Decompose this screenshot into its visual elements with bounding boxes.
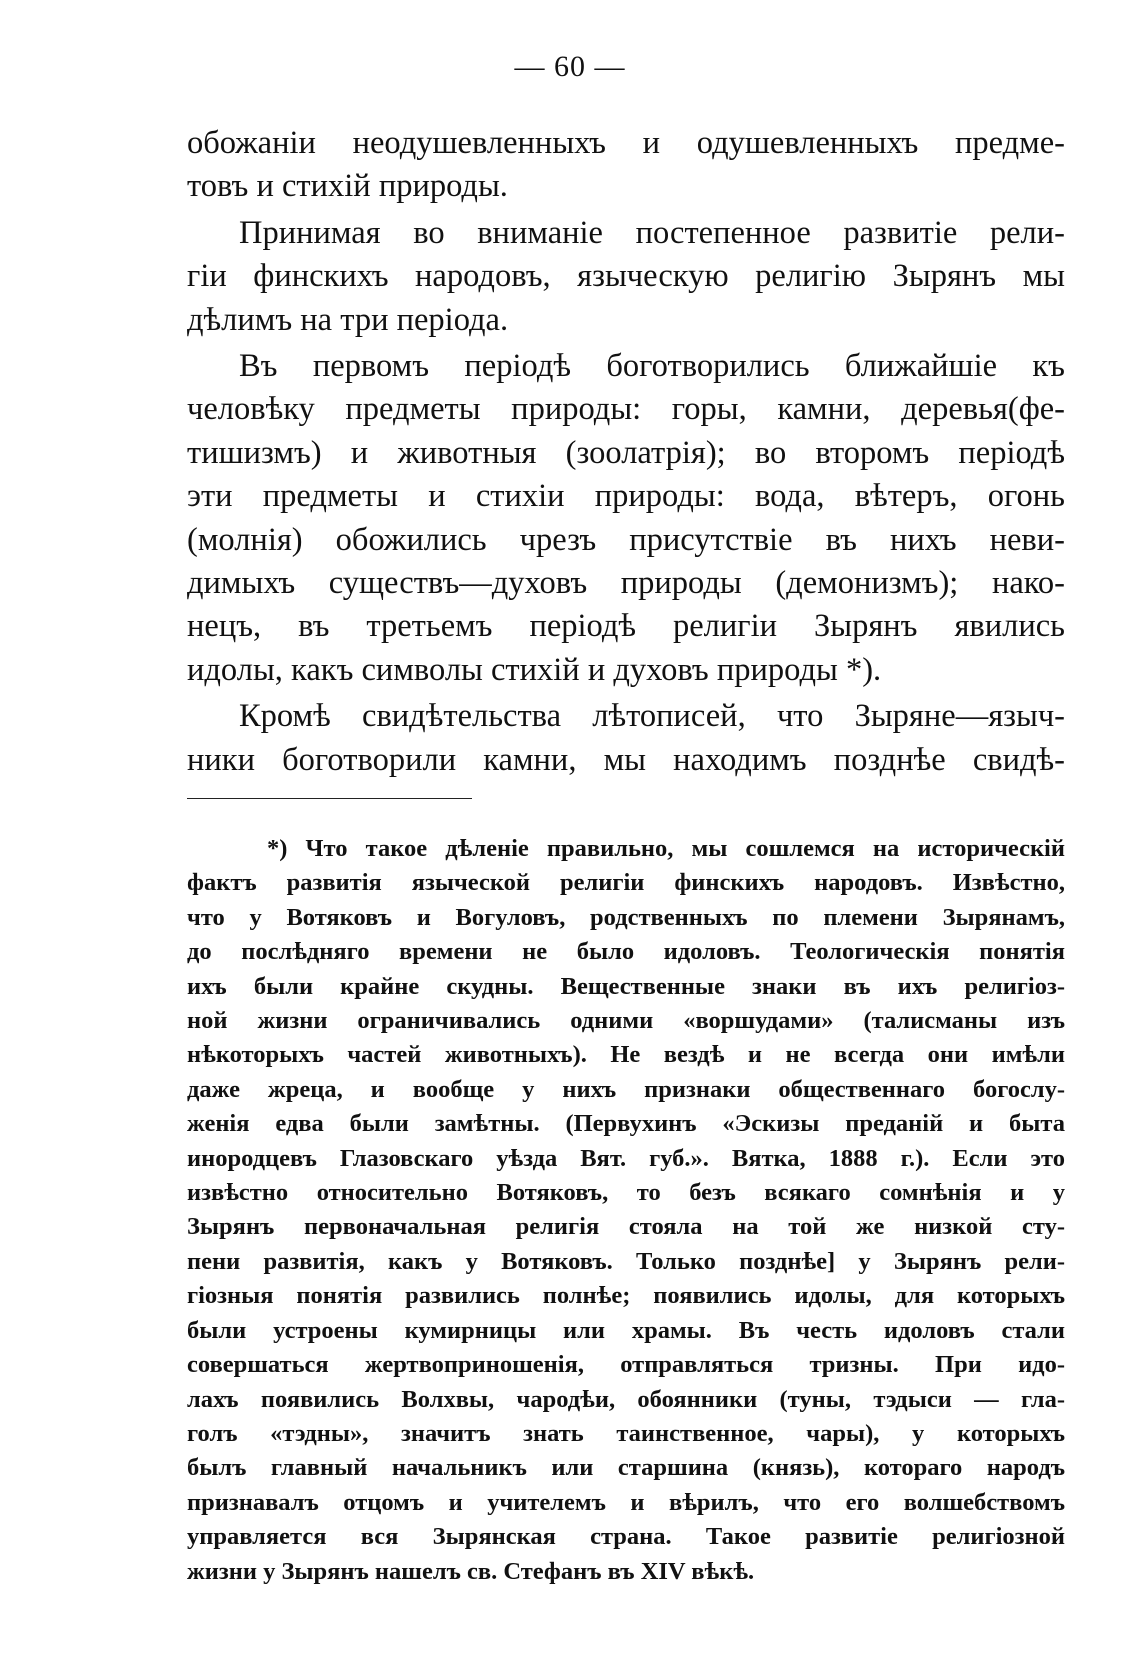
text-line: Принимая во вниманіе постепенное развитіе рели- [239,214,1065,251]
text-line: идолы, какъ символы стихій и духовъ природы *). [187,651,882,688]
text-line: товъ и стихій природы. [187,168,508,205]
footnote-line: жизни у Зырянъ нашелъ св. Стефанъ въ XIV вѣкѣ. [187,1557,755,1585]
footnote-line: признавалъ отцомъ и учителемъ и вѣрилъ, что его волшебствомъ [187,1488,1065,1516]
footnote-line: голъ «тэдны», значитъ знать таинственное, чары), у которыхъ [187,1419,1065,1447]
text-line: Кромѣ свидѣтельства лѣтописей, что Зыряне—языч- [239,698,1065,735]
footnote-divider [187,798,472,799]
footnote-line: были устроены кумирницы или храмы. Въ честь идоловъ стали [187,1316,1065,1344]
text-line: Въ первомъ періодѣ боготворились ближайшіе къ [239,348,1065,385]
text-line: димыхъ существъ—духовъ природы (демонизмъ); нако- [187,565,1065,602]
footnote-line: нѣкоторыхъ частей животныхъ). Не вездѣ и не всегда они имѣли [187,1041,1065,1069]
text-line: (молнія) обожились чрезъ присутствіе въ нихъ неви- [187,521,1065,558]
footnote-line: что у Вотяковъ и Вогуловъ, родственныхъ по племени Зырянамъ, [187,903,1065,931]
footnote-line: даже жреца, и вообще у нихъ признаки общественнаго богослу- [187,1075,1065,1103]
footnote-line: фактъ развитія языческой религіи финскихъ народовъ. Извѣстно, [187,869,1065,897]
text-line: тишизмъ) и животныя (зоолатрія); во второмъ періодѣ [187,434,1065,471]
footnote-line: женія едва были замѣтны. (Первухинъ «Эскизы преданій и быта [187,1110,1065,1138]
text-line: ники боготворили камни, мы находимъ позднѣе свидѣ- [187,741,1065,778]
footnote-line: до послѣдняго времени не было идоловъ. Теологическія понятія [187,938,1065,966]
footnote-line: ной жизни ограничивались одними «воршудами» (талисманы изъ [187,1007,1065,1035]
footnote-line: совершаться жертвоприношенія, отправляться тризны. При идо- [187,1351,1065,1379]
footnote-line: пени развитія, какъ у Вотяковъ. Только позднѣе] у Зырянъ рели- [187,1247,1065,1275]
footnote-line: управляется вся Зырянская страна. Такое развитіе религіозной [187,1523,1065,1551]
text-line: эти предметы и стихіи природы: вода, вѣтеръ, огонь [187,478,1065,515]
footnote-line: инородцевъ Глазовскаго уѣзда Вят. губ.». Вятка, 1888 г.). Если это [187,1144,1065,1172]
page-number: — 60 — [514,50,626,83]
footnote-line: *) Что такое дѣленіе правильно, мы сошлемся на историческій [267,835,1065,862]
footnote-line: лахъ появились Волхвы, чародѣи, обоянники (туны, тэдыси — гла- [187,1385,1065,1413]
text-line: дѣлимъ на три періода. [187,301,509,338]
footnote-line: Зырянъ первоначальная религія стояла на той же низкой сту- [187,1213,1065,1241]
text-line: человѣку предметы природы: горы, камни, деревья(фе- [187,391,1065,428]
footnote-line: гіозныя понятія развились полнѣе; появились идолы, для которыхъ [187,1282,1065,1310]
main-text [187,122,1065,782]
footnote-line: ихъ были крайне скудны. Вещественные знаки въ ихъ религіоз- [187,972,1065,1000]
text-line: гіи финскихъ народовъ, языческую религію Зырянъ мы [187,258,1065,295]
text-line: нецъ, въ третьемъ періодѣ религіи Зырянъ явились [187,608,1065,645]
footnote [187,832,1065,1589]
footnote-line: былъ главный начальникъ или старшина (князь), котораго народъ [187,1454,1065,1482]
footnote-line: извѣстно относительно Вотяковъ, то безъ всякаго сомнѣнія и у [187,1179,1065,1207]
text-line: обожаніи неодушевленныхъ и одушевленныхъ предме- [187,125,1065,161]
